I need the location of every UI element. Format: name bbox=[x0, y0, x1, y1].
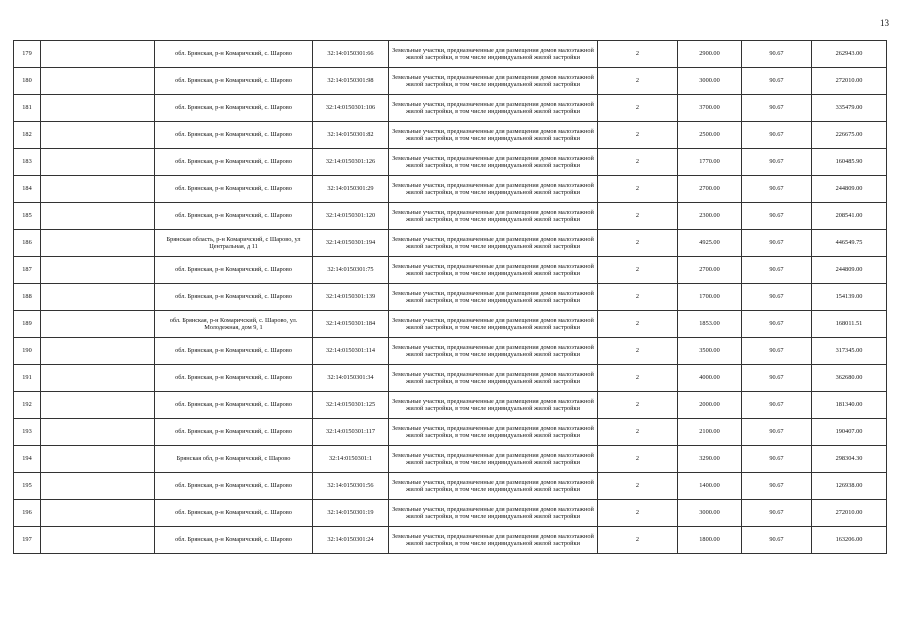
category-cell: 2 bbox=[598, 473, 678, 500]
land-use-purpose-cell: Земельные участки, предназначенные для размещения домов малоэтажной жилой застройки, в том числе индивидуальной жилой застройки bbox=[389, 473, 598, 500]
cadastral-number-cell: 32:14:0150301:126 bbox=[313, 149, 389, 176]
cadastral-value-cell: 317345.00 bbox=[812, 338, 887, 365]
address-cell: обл. Брянская, р-н Комаричский, с. Шарово bbox=[155, 473, 313, 500]
category-cell: 2 bbox=[598, 500, 678, 527]
land-use-purpose-cell: Земельные участки, предназначенные для размещения домов малоэтажной жилой застройки, в том числе индивидуальной жилой застройки bbox=[389, 311, 598, 338]
row-number-cell: 180 bbox=[14, 68, 41, 95]
cadastral-number-cell: 32:14:0150301:1 bbox=[313, 446, 389, 473]
area-cell: 4000.00 bbox=[678, 365, 742, 392]
table-row bbox=[14, 149, 887, 176]
table-row bbox=[14, 257, 887, 284]
table-row bbox=[14, 230, 887, 257]
empty-cell bbox=[41, 284, 155, 311]
category-cell: 2 bbox=[598, 149, 678, 176]
address-cell: обл. Брянская, р-н Комаричский, с. Шарово bbox=[155, 365, 313, 392]
cadastral-number-cell: 32:14:0150301:125 bbox=[313, 392, 389, 419]
empty-cell bbox=[41, 392, 155, 419]
cadastral-number-cell: 32:14:0150301:34 bbox=[313, 365, 389, 392]
category-cell: 2 bbox=[598, 338, 678, 365]
cadastral-number-cell: 32:14:0150301:117 bbox=[313, 419, 389, 446]
cadastral-value-cell: 362680.00 bbox=[812, 365, 887, 392]
land-use-purpose-cell: Земельные участки, предназначенные для размещения домов малоэтажной жилой застройки, в том числе индивидуальной жилой застройки bbox=[389, 284, 598, 311]
table-row bbox=[14, 419, 887, 446]
specific-value-cell: 90.67 bbox=[742, 176, 812, 203]
land-use-purpose-cell: Земельные участки, предназначенные для размещения домов малоэтажной жилой застройки, в том числе индивидуальной жилой застройки bbox=[389, 365, 598, 392]
table-row bbox=[14, 68, 887, 95]
cadastral-number-cell: 32:14:0150301:75 bbox=[313, 257, 389, 284]
area-cell: 1800.00 bbox=[678, 527, 742, 554]
table-row bbox=[14, 527, 887, 554]
table-row bbox=[14, 473, 887, 500]
cadastral-value-cell: 154139.00 bbox=[812, 284, 887, 311]
specific-value-cell: 90.67 bbox=[742, 68, 812, 95]
empty-cell bbox=[41, 419, 155, 446]
row-number-cell: 192 bbox=[14, 392, 41, 419]
category-cell: 2 bbox=[598, 230, 678, 257]
specific-value-cell: 90.67 bbox=[742, 284, 812, 311]
empty-cell bbox=[41, 230, 155, 257]
land-plots-table bbox=[13, 40, 887, 554]
cadastral-value-cell: 163206.00 bbox=[812, 527, 887, 554]
empty-cell bbox=[41, 473, 155, 500]
row-number-cell: 193 bbox=[14, 419, 41, 446]
area-cell: 2100.00 bbox=[678, 419, 742, 446]
land-use-purpose-cell: Земельные участки, предназначенные для размещения домов малоэтажной жилой застройки, в том числе индивидуальной жилой застройки bbox=[389, 68, 598, 95]
land-use-purpose-cell: Земельные участки, предназначенные для размещения домов малоэтажной жилой застройки, в том числе индивидуальной жилой застройки bbox=[389, 500, 598, 527]
row-number-cell: 181 bbox=[14, 95, 41, 122]
area-cell: 1700.00 bbox=[678, 284, 742, 311]
table-row bbox=[14, 446, 887, 473]
address-cell: обл. Брянская, р-н Комаричский, с. Шарово bbox=[155, 176, 313, 203]
category-cell: 2 bbox=[598, 203, 678, 230]
address-cell: обл. Брянская, р-н Комаричский, с. Шарово bbox=[155, 338, 313, 365]
row-number-cell: 179 bbox=[14, 41, 41, 68]
land-use-purpose-cell: Земельные участки, предназначенные для размещения домов малоэтажной жилой застройки, в том числе индивидуальной жилой застройки bbox=[389, 527, 598, 554]
cadastral-value-cell: 168011.51 bbox=[812, 311, 887, 338]
cadastral-number-cell: 32:14:0150301:29 bbox=[313, 176, 389, 203]
empty-cell bbox=[41, 149, 155, 176]
cadastral-value-cell: 126938.00 bbox=[812, 473, 887, 500]
specific-value-cell: 90.67 bbox=[742, 446, 812, 473]
specific-value-cell: 90.67 bbox=[742, 122, 812, 149]
land-use-purpose-cell: Земельные участки, предназначенные для размещения домов малоэтажной жилой застройки, в том числе индивидуальной жилой застройки bbox=[389, 95, 598, 122]
land-use-purpose-cell: Земельные участки, предназначенные для размещения домов малоэтажной жилой застройки, в том числе индивидуальной жилой застройки bbox=[389, 392, 598, 419]
category-cell: 2 bbox=[598, 257, 678, 284]
address-cell: обл. Брянская, р-н Комаричский, с. Шарово bbox=[155, 257, 313, 284]
area-cell: 1400.00 bbox=[678, 473, 742, 500]
category-cell: 2 bbox=[598, 284, 678, 311]
empty-cell bbox=[41, 176, 155, 203]
cadastral-value-cell: 190407.00 bbox=[812, 419, 887, 446]
land-use-purpose-cell: Земельные участки, предназначенные для размещения домов малоэтажной жилой застройки, в том числе индивидуальной жилой застройки bbox=[389, 41, 598, 68]
specific-value-cell: 90.67 bbox=[742, 230, 812, 257]
cadastral-value-cell: 298304.30 bbox=[812, 446, 887, 473]
land-use-purpose-cell: Земельные участки, предназначенные для размещения домов малоэтажной жилой застройки, в том числе индивидуальной жилой застройки bbox=[389, 203, 598, 230]
land-use-purpose-cell: Земельные участки, предназначенные для размещения домов малоэтажной жилой застройки, в том числе индивидуальной жилой застройки bbox=[389, 257, 598, 284]
cadastral-value-cell: 446549.75 bbox=[812, 230, 887, 257]
address-cell: обл. Брянская, р-н Комаричский, с. Шарово bbox=[155, 392, 313, 419]
cadastral-value-cell: 160485.90 bbox=[812, 149, 887, 176]
empty-cell bbox=[41, 257, 155, 284]
row-number-cell: 185 bbox=[14, 203, 41, 230]
land-use-purpose-cell: Земельные участки, предназначенные для размещения домов малоэтажной жилой застройки, в том числе индивидуальной жилой застройки bbox=[389, 149, 598, 176]
table-row bbox=[14, 95, 887, 122]
area-cell: 3000.00 bbox=[678, 68, 742, 95]
specific-value-cell: 90.67 bbox=[742, 203, 812, 230]
table-row bbox=[14, 365, 887, 392]
empty-cell bbox=[41, 527, 155, 554]
empty-cell bbox=[41, 365, 155, 392]
cadastral-number-cell: 32:14:0150301:114 bbox=[313, 338, 389, 365]
specific-value-cell: 90.67 bbox=[742, 419, 812, 446]
cadastral-value-cell: 335479.00 bbox=[812, 95, 887, 122]
empty-cell bbox=[41, 122, 155, 149]
category-cell: 2 bbox=[598, 392, 678, 419]
cadastral-number-cell: 32:14:0150301:184 bbox=[313, 311, 389, 338]
cadastral-number-cell: 32:14:0150301:120 bbox=[313, 203, 389, 230]
cadastral-value-cell: 272010.00 bbox=[812, 500, 887, 527]
empty-cell bbox=[41, 446, 155, 473]
row-number-cell: 195 bbox=[14, 473, 41, 500]
area-cell: 3000.00 bbox=[678, 500, 742, 527]
specific-value-cell: 90.67 bbox=[742, 149, 812, 176]
address-cell: обл. Брянская, р-н Комаричский, с. Шарово bbox=[155, 527, 313, 554]
table-row bbox=[14, 311, 887, 338]
address-cell: Брянская обл, р-н Комаричский, с Шарово bbox=[155, 446, 313, 473]
area-cell: 2900.00 bbox=[678, 41, 742, 68]
cadastral-number-cell: 32:14:0150301:66 bbox=[313, 41, 389, 68]
cadastral-number-cell: 32:14:0150301:194 bbox=[313, 230, 389, 257]
cadastral-number-cell: 32:14:0150301:56 bbox=[313, 473, 389, 500]
table-row bbox=[14, 392, 887, 419]
area-cell: 4925.00 bbox=[678, 230, 742, 257]
category-cell: 2 bbox=[598, 95, 678, 122]
cadastral-value-cell: 262943.00 bbox=[812, 41, 887, 68]
area-cell: 2500.00 bbox=[678, 122, 742, 149]
address-cell: обл. Брянская, р-н Комаричский, с. Шарово bbox=[155, 500, 313, 527]
specific-value-cell: 90.67 bbox=[742, 365, 812, 392]
specific-value-cell: 90.67 bbox=[742, 338, 812, 365]
specific-value-cell: 90.67 bbox=[742, 257, 812, 284]
table-row bbox=[14, 500, 887, 527]
address-cell: обл. Брянская, р-н Комаричский, с. Шарово bbox=[155, 419, 313, 446]
row-number-cell: 188 bbox=[14, 284, 41, 311]
cadastral-number-cell: 32:14:0150301:82 bbox=[313, 122, 389, 149]
row-number-cell: 187 bbox=[14, 257, 41, 284]
cadastral-value-cell: 244809.00 bbox=[812, 176, 887, 203]
table-row bbox=[14, 284, 887, 311]
address-cell: обл. Брянская, р-н Комаричский, с. Шарово bbox=[155, 122, 313, 149]
table-row bbox=[14, 203, 887, 230]
specific-value-cell: 90.67 bbox=[742, 41, 812, 68]
row-number-cell: 194 bbox=[14, 446, 41, 473]
row-number-cell: 184 bbox=[14, 176, 41, 203]
table-row bbox=[14, 122, 887, 149]
table-row bbox=[14, 41, 887, 68]
empty-cell bbox=[41, 500, 155, 527]
category-cell: 2 bbox=[598, 41, 678, 68]
row-number-cell: 189 bbox=[14, 311, 41, 338]
empty-cell bbox=[41, 311, 155, 338]
specific-value-cell: 90.67 bbox=[742, 95, 812, 122]
empty-cell bbox=[41, 41, 155, 68]
specific-value-cell: 90.67 bbox=[742, 392, 812, 419]
area-cell: 3290.00 bbox=[678, 446, 742, 473]
area-cell: 2000.00 bbox=[678, 392, 742, 419]
cadastral-number-cell: 32:14:0150301:139 bbox=[313, 284, 389, 311]
land-use-purpose-cell: Земельные участки, предназначенные для размещения домов малоэтажной жилой застройки, в том числе индивидуальной жилой застройки bbox=[389, 230, 598, 257]
category-cell: 2 bbox=[598, 68, 678, 95]
category-cell: 2 bbox=[598, 311, 678, 338]
row-number-cell: 183 bbox=[14, 149, 41, 176]
specific-value-cell: 90.67 bbox=[742, 500, 812, 527]
area-cell: 2700.00 bbox=[678, 257, 742, 284]
empty-cell bbox=[41, 68, 155, 95]
row-number-cell: 191 bbox=[14, 365, 41, 392]
page-number: 13 bbox=[880, 18, 889, 28]
category-cell: 2 bbox=[598, 176, 678, 203]
row-number-cell: 196 bbox=[14, 500, 41, 527]
row-number-cell: 182 bbox=[14, 122, 41, 149]
table-row bbox=[14, 176, 887, 203]
area-cell: 2700.00 bbox=[678, 176, 742, 203]
category-cell: 2 bbox=[598, 419, 678, 446]
cadastral-value-cell: 244809.00 bbox=[812, 257, 887, 284]
row-number-cell: 190 bbox=[14, 338, 41, 365]
cadastral-value-cell: 208541.00 bbox=[812, 203, 887, 230]
area-cell: 1770.00 bbox=[678, 149, 742, 176]
land-use-purpose-cell: Земельные участки, предназначенные для размещения домов малоэтажной жилой застройки, в том числе индивидуальной жилой застройки bbox=[389, 122, 598, 149]
cadastral-number-cell: 32:14:0150301:19 bbox=[313, 500, 389, 527]
specific-value-cell: 90.67 bbox=[742, 311, 812, 338]
category-cell: 2 bbox=[598, 365, 678, 392]
category-cell: 2 bbox=[598, 527, 678, 554]
land-use-purpose-cell: Земельные участки, предназначенные для размещения домов малоэтажной жилой застройки, в том числе индивидуальной жилой застройки bbox=[389, 446, 598, 473]
address-cell: обл. Брянская, р-н Комаричский, с. Шарово bbox=[155, 41, 313, 68]
area-cell: 3500.00 bbox=[678, 338, 742, 365]
land-use-purpose-cell: Земельные участки, предназначенные для размещения домов малоэтажной жилой застройки, в том числе индивидуальной жилой застройки bbox=[389, 176, 598, 203]
cadastral-number-cell: 32:14:0150301:98 bbox=[313, 68, 389, 95]
address-cell: Брянская область, р-н Комаричский, с Шарово, ул Центральная, д 11 bbox=[155, 230, 313, 257]
area-cell: 3700.00 bbox=[678, 95, 742, 122]
specific-value-cell: 90.67 bbox=[742, 473, 812, 500]
row-number-cell: 186 bbox=[14, 230, 41, 257]
land-use-purpose-cell: Земельные участки, предназначенные для размещения домов малоэтажной жилой застройки, в том числе индивидуальной жилой застройки bbox=[389, 419, 598, 446]
specific-value-cell: 90.67 bbox=[742, 527, 812, 554]
row-number-cell: 197 bbox=[14, 527, 41, 554]
address-cell: обл. Брянская, р-н Комаричский, с. Шарово bbox=[155, 68, 313, 95]
cadastral-value-cell: 181340.00 bbox=[812, 392, 887, 419]
category-cell: 2 bbox=[598, 446, 678, 473]
address-cell: обл. Брянская, р-н Комаричский, с. Шарово, ул. Молодежная, дом 9, 1 bbox=[155, 311, 313, 338]
empty-cell bbox=[41, 95, 155, 122]
area-cell: 2300.00 bbox=[678, 203, 742, 230]
cadastral-value-cell: 272010.00 bbox=[812, 68, 887, 95]
empty-cell bbox=[41, 338, 155, 365]
address-cell: обл. Брянская, р-н Комаричский, с. Шарово bbox=[155, 203, 313, 230]
category-cell: 2 bbox=[598, 122, 678, 149]
area-cell: 1853.00 bbox=[678, 311, 742, 338]
cadastral-number-cell: 32:14:0150301:24 bbox=[313, 527, 389, 554]
address-cell: обл. Брянская, р-н Комаричский, с. Шарово bbox=[155, 284, 313, 311]
empty-cell bbox=[41, 203, 155, 230]
address-cell: обл. Брянская, р-н Комаричский, с. Шарово bbox=[155, 95, 313, 122]
table-row bbox=[14, 338, 887, 365]
cadastral-value-cell: 226675.00 bbox=[812, 122, 887, 149]
address-cell: обл. Брянская, р-н Комаричский, с. Шарово bbox=[155, 149, 313, 176]
cadastral-number-cell: 32:14:0150301:106 bbox=[313, 95, 389, 122]
land-use-purpose-cell: Земельные участки, предназначенные для размещения домов малоэтажной жилой застройки, в том числе индивидуальной жилой застройки bbox=[389, 338, 598, 365]
